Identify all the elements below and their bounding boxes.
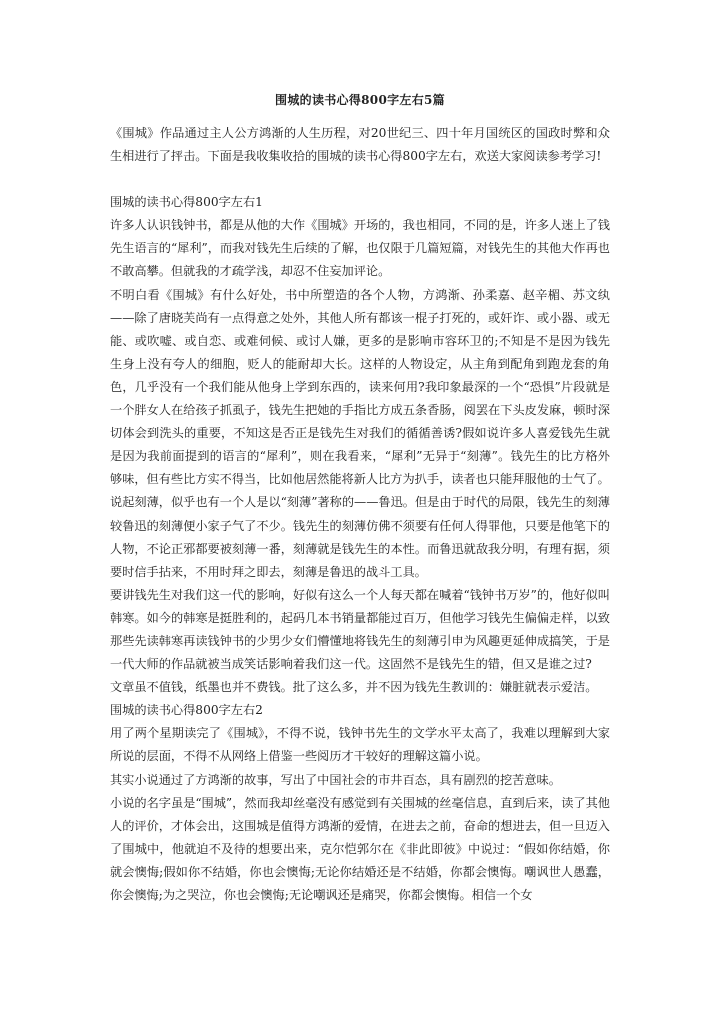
body-paragraph: 说起刻薄，似乎也有一个人是以“刻薄”著称的——鲁迅。但是由于时代的局限，钱先生的刻薄较鲁迅的刻薄便小家子气了不少。钱先生的刻薄仿佛不须要有任何人得罪他，只要是他笔下的人物，不论正邪都要被刻薄一番，刻薄就是钱先生的本性。而鲁迅就敌我分明，有理有据，须要时信手拈来，不用时拜之即去，刻薄是鲁迅的战斗工具。 (110, 495, 610, 579)
section-heading: 围城的读书心得800字左右1 (110, 195, 263, 210)
intro-paragraph: 《围城》作品通过主人公方鸿渐的人生历程，对20世纪三、四十年月国统区的国政时弊和众生相进行了抨击。下面是我收集收拾的围城的读书心得800字左右，欢送大家阅读参考学习! (110, 126, 610, 164)
section-heading: 围城的读书心得800字左右2 (110, 703, 263, 718)
document-title: 围城的读书心得800字左右5篇 (275, 93, 445, 107)
section-2 (110, 699, 610, 907)
body-paragraph: 要讲钱先生对我们这一代的影响，好似有这么一个人每天都在喊着“钱钟书万岁”的，他好似叫韩寒。如今的韩寒是挺胜利的，起码几本书销量都能过百万，但他学习钱先生偏偏走样，以致那些先读韩寒再读钱钟书的少男少女们懵懂地将钱先生的刻薄引申为风趣更延伸成搞笑，于是一代大师的作品就被当成笑话影响着我们这一代。这固然不是钱先生的错，但又是谁之过? (110, 587, 610, 672)
body-paragraph: 用了两个星期读完了《围城》，不得不说，钱钟书先生的文学水平太高了，我难以理解到大家所说的层面，不得不从网络上借鉴一些阅历才干较好的理解这篇小说。 (110, 726, 610, 764)
section-1 (110, 191, 610, 699)
body-paragraph: 文章虽不值钱，纸墨也并不费钱。批了这么多，并不因为钱先生教训的：嫌脏就表示爱洁。 (110, 680, 598, 695)
body-paragraph: 其实小说通过了方鸿渐的故事，写出了中国社会的市井百态，具有剧烈的挖苦意味。 (110, 772, 561, 787)
body-paragraph: 不明白看《围城》有什么好处，书中所塑造的各个人物，方鸿渐、孙柔嘉、赵辛楣、苏文纨——除了唐晓芙尚有一点得意之处外，其他人所有都该一棍子打死的，或奸诈、或小器、或无能、或吹嘘、或自恋、或难伺候、或讨人嫌，更多的是影响市容环卫的;不知是不是因为钱先生身上没有夸人的细胞，贬人的能耐却大长。这样的人物设定，从主角到配角到跑龙套的角色，几乎没有一个我们能从他身上学到东西的，读来何用?我印象最深的一个“恐惧”片段就是一个胖女人在给孩子抓虱子，钱先生把她的手指比方成五条香肠，阅罢在下头皮发麻，顿时深切体会到洗头的重要，不知这是否正是钱先生对我们的循循善诱?假如说许多人喜爱钱先生就是因为我前面提到的语言的“犀利”，则在我看来，“犀利”无异于“刻薄”。钱先生的比方格外够味，但有些比方实不得当，比如他居然能将新人比方为扒手，读者也只能拜服他的士气了。 (110, 287, 610, 487)
body-paragraph: 许多人认识钱钟书，都是从他的大作《围城》开场的，我也相同，不同的是，许多人迷上了钱先生语言的“犀利”，而我对钱先生后续的了解，也仅限于几篇短篇，对钱先生的其他大作再也不敢高攀。但就我的才疏学浅，却忍不住妄加评论。 (110, 218, 610, 279)
body-paragraph: 小说的名字虽是“围城”，然而我却丝毫没有感觉到有关围城的丝毫信息，直到后来，读了其他人的评价，才体会出，这围城是值得方鸿渐的爱情，在进去之前，奋命的想进去，但一旦迈入了围城中，他就迫不及待的想要出来，克尔恺郭尔在《非此即彼》中说过：“假如你结婚，你就会懊悔;假如你不结婚，你也会懊悔;无论你结婚还是不结婚，你都会懊悔。嘲讽世人愚蠢，你会懊悔;为之哭泣，你也会懊悔;无论嘲讽还是痛哭，你都会懊悔。相信一个女 (110, 795, 610, 902)
